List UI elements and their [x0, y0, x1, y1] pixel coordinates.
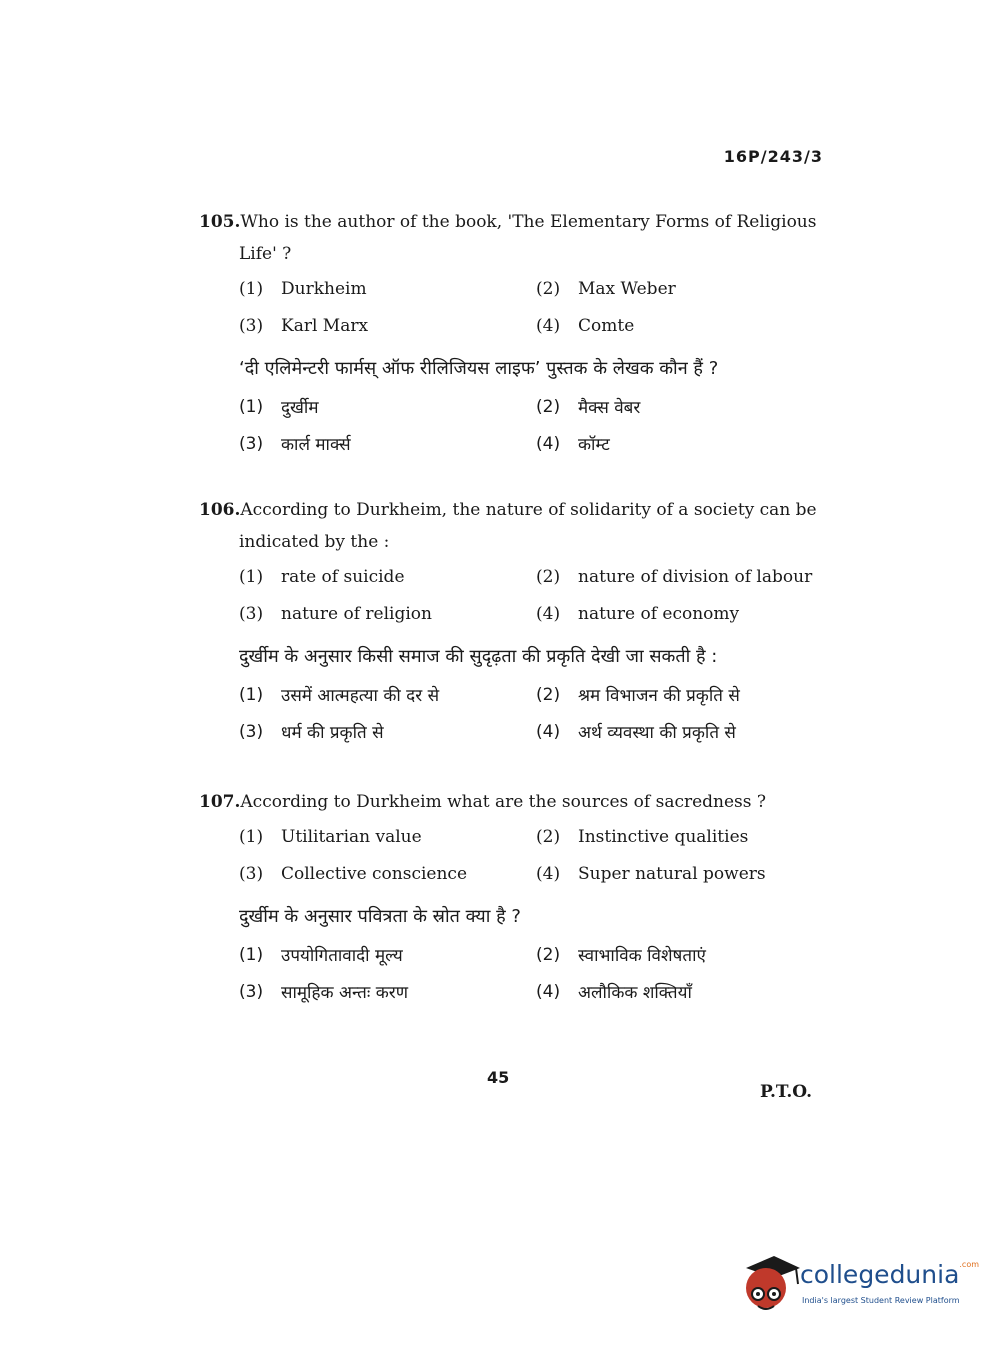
- mascot-icon: [740, 1250, 800, 1320]
- option-2: (2) nature of division of labour: [536, 566, 813, 587]
- hindi-question-text: दुर्खीम के अनुसार पवित्रता के स्रोत क्या है ?: [239, 906, 521, 927]
- hindi-option-3: (3) सामूहिक अन्तः करण: [239, 981, 409, 1003]
- hindi-options: [199, 936, 829, 1010]
- question-number: 107.: [199, 792, 241, 812]
- hindi-option-3: (3) धर्म की प्रकृति से: [239, 721, 384, 743]
- hindi-option-1: (1) दुर्खीम: [239, 396, 319, 418]
- question-number: 105.: [199, 212, 241, 232]
- question-107: [199, 786, 829, 1010]
- option-2: (2) Max Weber: [536, 278, 676, 299]
- question-text: According to Durkheim, the nature of solidarity of a society can be: [240, 500, 817, 520]
- hindi-question-text: ‘दी एलिमेन्टरी फार्मस् ऑफ रीलिजियस लाइफ’ पुस्तक के लेखक कौन हैं ?: [239, 358, 719, 379]
- english-options: [199, 270, 829, 344]
- hindi-options: [199, 388, 829, 462]
- hindi-options: [199, 676, 829, 750]
- question-text: Who is the author of the book, 'The Elementary Forms of Religious: [240, 212, 817, 232]
- english-options: [199, 818, 829, 892]
- brand-tagline: India's largest Student Review Platform: [802, 1296, 960, 1305]
- hindi-option-2: (2) मैक्स वेबर: [536, 396, 641, 418]
- hindi-option-2: (2) स्वाभाविक विशेषताएं: [536, 944, 706, 966]
- english-options: [199, 558, 829, 632]
- question-text: According to Durkheim what are the sources of sacredness ?: [240, 792, 767, 812]
- page-number: 45: [487, 1068, 510, 1087]
- hindi-option-4: (4) अर्थ व्यवस्था की प्रकृति से: [536, 721, 736, 743]
- question-105: [199, 206, 829, 462]
- hindi-option-4: (4) कॉम्ट: [536, 433, 610, 455]
- question-text-cont: Life' ?: [239, 244, 292, 264]
- collegedunia-watermark: [740, 1250, 980, 1320]
- question-number: 106.: [199, 500, 241, 520]
- question-text-cont: indicated by the :: [239, 532, 390, 552]
- option-4: (4) nature of economy: [536, 603, 740, 624]
- question-106: [199, 494, 829, 750]
- hindi-option-3: (3) कार्ल मार्क्स: [239, 433, 351, 455]
- option-2: (2) Instinctive qualities: [536, 826, 749, 847]
- option-1: (1) Utilitarian value: [239, 826, 422, 847]
- option-1: (1) rate of suicide: [239, 566, 405, 587]
- pto-label: P.T.O.: [760, 1082, 812, 1102]
- paper-code: 16P/243/3: [723, 147, 823, 166]
- brand-name: collegedunia$^{.com}$: [800, 1260, 980, 1289]
- hindi-option-2: (2) श्रम विभाजन की प्रकृति से: [536, 684, 740, 706]
- hindi-option-1: (1) उपयोगितावादी मूल्य: [239, 944, 403, 966]
- hindi-option-4: (4) अलौकिक शक्तियाँ: [536, 981, 692, 1003]
- hindi-option-1: (1) उसमें आत्महत्या की दर से: [239, 684, 440, 706]
- option-4: (4) Comte: [536, 315, 635, 336]
- option-3: (3) Karl Marx: [239, 315, 369, 336]
- hindi-question-text: दुर्खीम के अनुसार किसी समाज की सुदृढ़ता की प्रकृति देखी जा सकती है :: [239, 646, 718, 667]
- option-3: (3) nature of religion: [239, 603, 432, 624]
- option-4: (4) Super natural powers: [536, 863, 766, 884]
- option-3: (3) Collective conscience: [239, 863, 468, 884]
- option-1: (1) Durkheim: [239, 278, 367, 299]
